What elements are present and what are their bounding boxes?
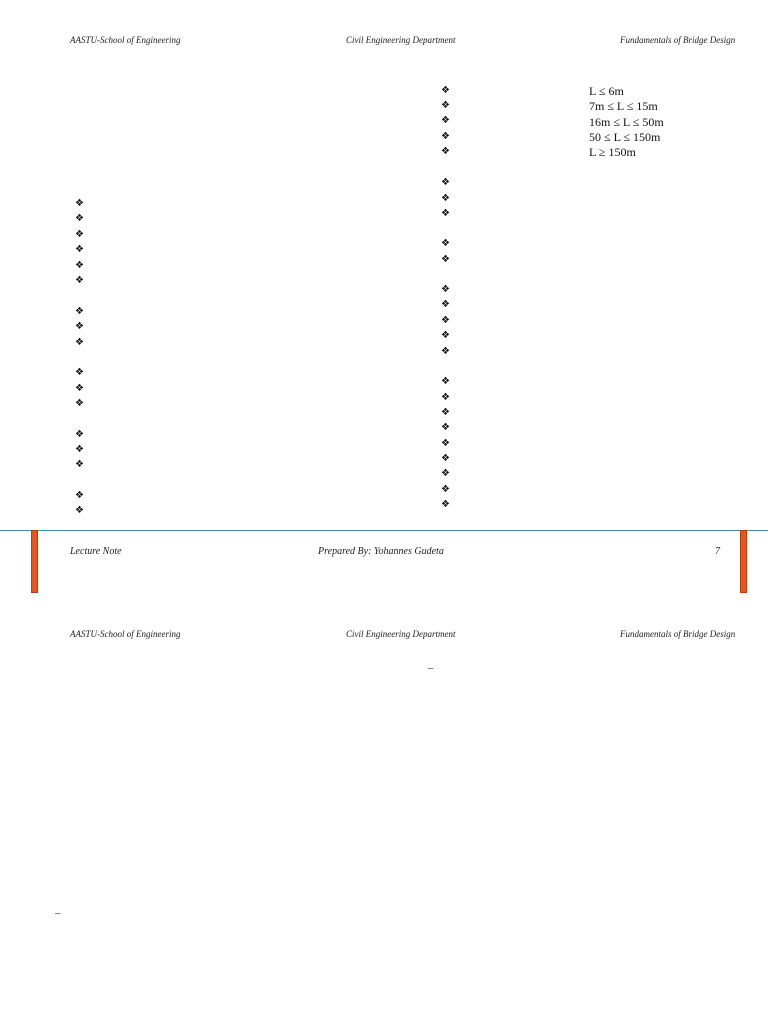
- bullet-icon: ❖: [441, 193, 450, 204]
- page-number: 7: [715, 546, 720, 557]
- bullet-icon: ❖: [441, 315, 450, 326]
- bullet-icon: ❖: [441, 146, 450, 157]
- dash-mark: –: [55, 907, 61, 919]
- footer-right-accent-bar: [740, 530, 747, 593]
- bullet-icon: ❖: [441, 346, 450, 357]
- bullet-icon: ❖: [75, 213, 84, 224]
- span-class-item: 7m ≤ L ≤ 15m: [589, 99, 658, 113]
- bullet-icon: ❖: [441, 484, 450, 495]
- footer-left-accent-bar: [31, 530, 38, 593]
- bullet-icon: ❖: [441, 438, 450, 449]
- bullet-icon: ❖: [75, 444, 84, 455]
- dash-mark: –: [428, 662, 434, 674]
- bullet-icon: ❖: [441, 376, 450, 387]
- bullet-icon: ❖: [441, 115, 450, 126]
- header-school: AASTU-School of Engineering: [70, 629, 181, 639]
- bullet-icon: ❖: [441, 254, 450, 265]
- footer-author: Prepared By: Yohannes Gudeta: [318, 546, 444, 557]
- span-class-item: 50 ≤ L ≤ 150m: [589, 130, 661, 144]
- bullet-icon: ❖: [441, 453, 450, 464]
- bullet-icon: ❖: [441, 422, 450, 433]
- header-course: Fundamentals of Bridge Design: [620, 629, 736, 639]
- bullet-icon: ❖: [441, 299, 450, 310]
- bullet-icon: ❖: [441, 392, 450, 403]
- bullet-icon: ❖: [441, 208, 450, 219]
- bullet-icon: ❖: [75, 429, 84, 440]
- bullet-icon: ❖: [441, 85, 450, 96]
- bullet-icon: ❖: [75, 459, 84, 470]
- bullet-icon: ❖: [75, 198, 84, 209]
- span-class-item: L ≥ 150m: [589, 145, 636, 159]
- bullet-icon: ❖: [441, 131, 450, 142]
- bullet-icon: ❖: [75, 505, 84, 516]
- bullet-icon: ❖: [441, 238, 450, 249]
- span-class-item: 16m ≤ L ≤ 50m: [589, 115, 664, 129]
- bullet-icon: ❖: [441, 177, 450, 188]
- bullet-icon: ❖: [441, 468, 450, 479]
- bullet-icon: ❖: [75, 490, 84, 501]
- bullet-icon: ❖: [75, 383, 84, 394]
- bullet-icon: ❖: [75, 260, 84, 271]
- bullet-icon: ❖: [441, 100, 450, 111]
- bullet-icon: ❖: [441, 330, 450, 341]
- bullet-icon: ❖: [441, 499, 450, 510]
- header-school: AASTU-School of Engineering: [70, 35, 181, 45]
- header-department: Civil Engineering Department: [346, 629, 456, 639]
- footer-lecture-note: Lecture Note: [70, 546, 122, 557]
- bullet-icon: ❖: [75, 229, 84, 240]
- span-class-item: L ≤ 6m: [589, 84, 624, 98]
- footer-rule: [0, 530, 768, 531]
- bullet-icon: ❖: [75, 306, 84, 317]
- bullet-icon: ❖: [75, 244, 84, 255]
- bullet-icon: ❖: [75, 321, 84, 332]
- header-course: Fundamentals of Bridge Design: [620, 35, 736, 45]
- bullet-icon: ❖: [75, 275, 84, 286]
- bullet-icon: ❖: [441, 407, 450, 418]
- bullet-icon: ❖: [75, 367, 84, 378]
- bullet-icon: ❖: [75, 398, 84, 409]
- bullet-icon: ❖: [441, 284, 450, 295]
- bullet-icon: ❖: [75, 337, 84, 348]
- header-department: Civil Engineering Department: [346, 35, 456, 45]
